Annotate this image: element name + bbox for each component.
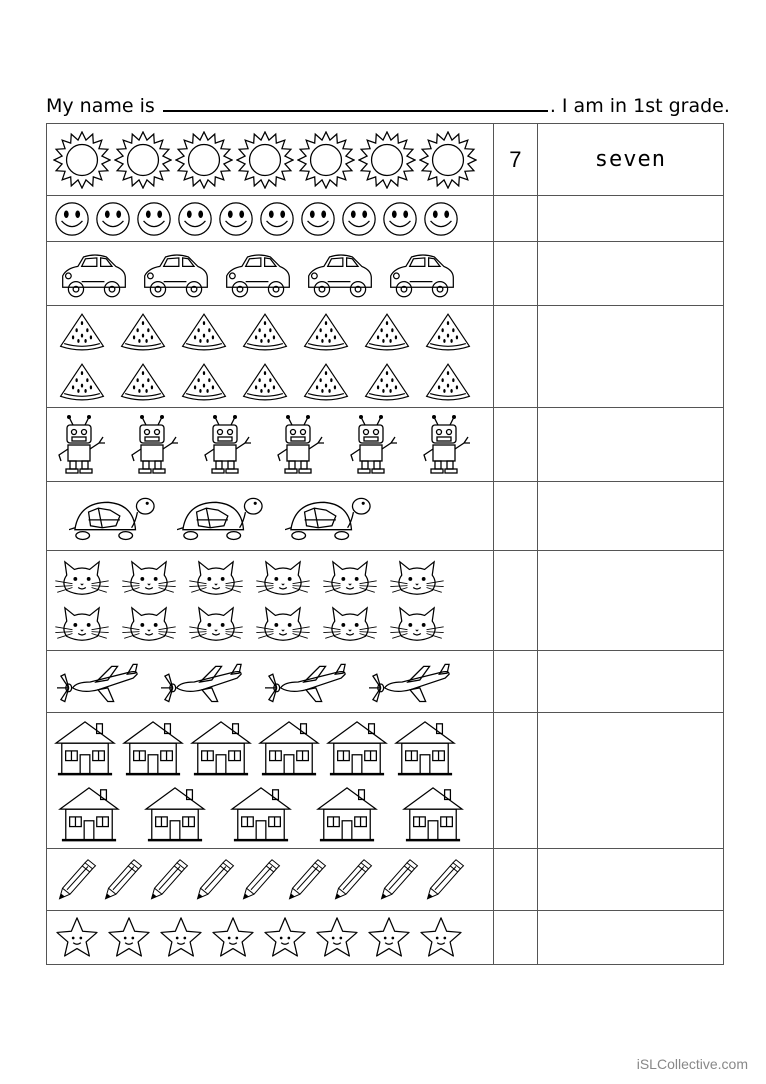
smiley-icon	[176, 200, 214, 238]
watermelon-icon	[118, 310, 168, 354]
sun-icon	[175, 131, 233, 189]
table-row	[47, 196, 724, 242]
word-answer-cell[interactable]: seven	[537, 124, 723, 196]
word-answer-cell[interactable]	[537, 482, 723, 551]
cat-icon	[388, 558, 446, 598]
table-row	[47, 551, 724, 651]
picture-cell	[47, 482, 494, 551]
table-row	[47, 408, 724, 482]
pencil-icon	[55, 851, 97, 909]
table-row	[47, 124, 724, 196]
star-icon	[209, 915, 257, 961]
car-icon	[139, 248, 213, 300]
cat-icon	[254, 558, 312, 598]
picture-cell	[47, 713, 494, 849]
cat-icon	[53, 604, 111, 644]
star-icon	[53, 915, 101, 961]
watermelon-icon	[240, 360, 290, 404]
robot-icon	[420, 415, 474, 475]
airplane-icon	[265, 658, 349, 706]
picture-cell	[47, 551, 494, 651]
number-answer-cell[interactable]	[494, 482, 538, 551]
name-prefix: My name is	[46, 95, 155, 117]
watermelon-icon	[301, 310, 351, 354]
number-answer-cell[interactable]: 7	[494, 124, 538, 196]
smiley-icon	[258, 200, 296, 238]
house-icon	[257, 718, 321, 778]
house-icon	[121, 718, 185, 778]
word-answer-cell[interactable]	[537, 242, 723, 306]
airplane-icon	[57, 658, 141, 706]
table-row	[47, 713, 724, 849]
word-answer-cell[interactable]	[537, 196, 723, 242]
house-icon	[143, 784, 207, 844]
smiley-icon	[299, 200, 337, 238]
name-blank[interactable]	[163, 92, 548, 112]
pencil-icon	[239, 851, 281, 909]
robot-icon	[128, 415, 182, 475]
smiley-icon	[217, 200, 255, 238]
watermelon-icon	[118, 360, 168, 404]
car-icon	[57, 248, 131, 300]
smiley-icon	[340, 200, 378, 238]
number-answer-cell[interactable]	[494, 242, 538, 306]
picture-cell	[47, 242, 494, 306]
pencil-icon	[423, 851, 465, 909]
name-line	[46, 92, 730, 119]
table-row	[47, 911, 724, 965]
picture-cell	[47, 849, 494, 911]
sun-icon	[53, 131, 111, 189]
house-icon	[401, 784, 465, 844]
house-icon	[189, 718, 253, 778]
watermelon-icon	[423, 360, 473, 404]
pencil-icon	[377, 851, 419, 909]
star-icon	[157, 915, 205, 961]
picture-cell	[47, 911, 494, 965]
robot-icon	[274, 415, 328, 475]
sun-icon	[297, 131, 355, 189]
smiley-icon	[135, 200, 173, 238]
picture-cell	[47, 408, 494, 482]
watermelon-icon	[362, 310, 412, 354]
pencil-icon	[285, 851, 327, 909]
watermelon-icon	[57, 360, 107, 404]
watermelon-icon	[423, 310, 473, 354]
cat-icon	[321, 558, 379, 598]
house-icon	[325, 718, 389, 778]
turtle-icon	[69, 489, 157, 543]
cat-icon	[120, 558, 178, 598]
star-icon	[261, 915, 309, 961]
cat-icon	[53, 558, 111, 598]
word-answer-cell[interactable]	[537, 713, 723, 849]
watermelon-icon	[179, 310, 229, 354]
word-answer-cell[interactable]	[537, 551, 723, 651]
word-answer-cell[interactable]	[537, 651, 723, 713]
car-icon	[385, 248, 459, 300]
table-row	[47, 242, 724, 306]
table-row	[47, 482, 724, 551]
robot-icon	[201, 415, 255, 475]
house-icon	[53, 718, 117, 778]
robot-icon	[55, 415, 109, 475]
number-answer-cell[interactable]	[494, 849, 538, 911]
number-answer-cell[interactable]	[494, 911, 538, 965]
word-answer-cell[interactable]	[537, 849, 723, 911]
robot-icon	[347, 415, 401, 475]
sun-icon	[236, 131, 294, 189]
sun-icon	[114, 131, 172, 189]
number-answer-cell[interactable]	[494, 196, 538, 242]
pencil-icon	[147, 851, 189, 909]
site-watermark: iSLCollective.com	[636, 1056, 748, 1072]
cat-icon	[254, 604, 312, 644]
house-icon	[393, 718, 457, 778]
table-row	[47, 849, 724, 911]
picture-cell	[47, 124, 494, 196]
number-answer-cell[interactable]	[494, 306, 538, 408]
word-answer-cell[interactable]	[537, 306, 723, 408]
sun-icon	[419, 131, 477, 189]
smiley-icon	[53, 200, 91, 238]
watermelon-icon	[57, 310, 107, 354]
table-row	[47, 306, 724, 408]
cat-icon	[388, 604, 446, 644]
word-answer-cell[interactable]	[537, 408, 723, 482]
table-row	[47, 651, 724, 713]
name-suffix: . I am in 1st grade.	[549, 95, 730, 117]
car-icon	[221, 248, 295, 300]
smiley-icon	[94, 200, 132, 238]
word-answer-cell[interactable]	[537, 911, 723, 965]
picture-cell	[47, 196, 494, 242]
star-icon	[417, 915, 465, 961]
star-icon	[313, 915, 361, 961]
airplane-icon	[369, 658, 453, 706]
cat-icon	[321, 604, 379, 644]
watermelon-icon	[240, 310, 290, 354]
star-icon	[105, 915, 153, 961]
watermelon-icon	[301, 360, 351, 404]
watermelon-icon	[362, 360, 412, 404]
cat-icon	[120, 604, 178, 644]
number-answer-cell[interactable]	[494, 713, 538, 849]
picture-cell	[47, 651, 494, 713]
turtle-icon	[285, 489, 373, 543]
pencil-icon	[331, 851, 373, 909]
picture-cell	[47, 306, 494, 408]
number-answer-cell[interactable]	[494, 551, 538, 651]
house-icon	[57, 784, 121, 844]
turtle-icon	[177, 489, 265, 543]
pencil-icon	[193, 851, 235, 909]
house-icon	[315, 784, 379, 844]
pencil-icon	[101, 851, 143, 909]
cat-icon	[187, 604, 245, 644]
smiley-icon	[381, 200, 419, 238]
watermelon-icon	[179, 360, 229, 404]
number-answer-cell[interactable]	[494, 408, 538, 482]
counting-table	[46, 123, 724, 965]
car-icon	[303, 248, 377, 300]
house-icon	[229, 784, 293, 844]
cat-icon	[187, 558, 245, 598]
sun-icon	[358, 131, 416, 189]
number-answer-cell[interactable]	[494, 651, 538, 713]
airplane-icon	[161, 658, 245, 706]
smiley-icon	[422, 200, 460, 238]
star-icon	[365, 915, 413, 961]
